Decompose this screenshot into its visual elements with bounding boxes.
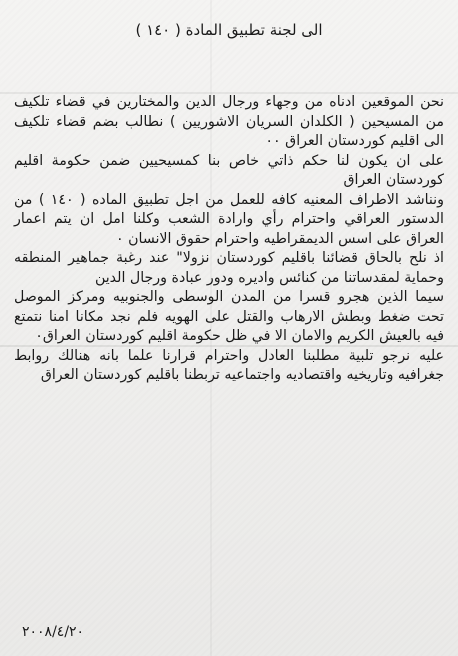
letter-title: الى لجنة تطبيق المادة ( ١٤٠ ) (135, 21, 323, 39)
paragraph: ونناشد الاطراف المعنيه كافه للعمل من اجل تطبيق الماده ( ١٤٠ ) من الدستور العراقي واحترام رأي وارادة الشعب وكلنا امل ان يتم اعمار العراق على اسس الديمقراطيه واحترام حقوق الانسان ٠ (14, 191, 444, 247)
paragraph: اذ نلح بالحاق قضائنا باقليم كوردستان نزولا" عند رغبة جماهير المنطقه وحماية لمقدساتنا من كنائس واديره ودور عبادة ورجال الدين (14, 250, 444, 286)
paragraph: عليه نرجو تلبية مطلبنا العادل واحترام قرارنا علما بانه هنالك روابط جغرافيه وتاريخيه واقتصاديه واجتماعيه تربطنا باقليم كوردستان العراق (14, 347, 444, 383)
letter-body (14, 93, 444, 386)
paragraph: سيما الذين هجرو قسرا من المدن الوسطى والجنوبيه ومركز الموصل تحت ضغط وبطش الارهاب والقتل على الهويه فلم نجد مكانا امنا نتمتع فيه بالعيش الكريم والامان الا في ظل حكومة اقليم كوردستان العراق٠ (14, 289, 444, 344)
letter-date: ٢٠٠٨/٤/٢٠ (22, 624, 85, 640)
paragraph: نحن الموقعين ادناه من وجهاء ورجال الدين والمختارين في قضاء تلكيف من المسيحين ( الكلدان السريان الاشوريين ) نطالب بضم قضاء تلكيف الى اقليم كوردستان العراق ٠٠ (14, 94, 444, 149)
paragraph: على ان يكون لنا حكم ذاتي خاص بنا كمسيحيين ضمن حكومة اقليم كوردستان العراق (14, 152, 444, 188)
